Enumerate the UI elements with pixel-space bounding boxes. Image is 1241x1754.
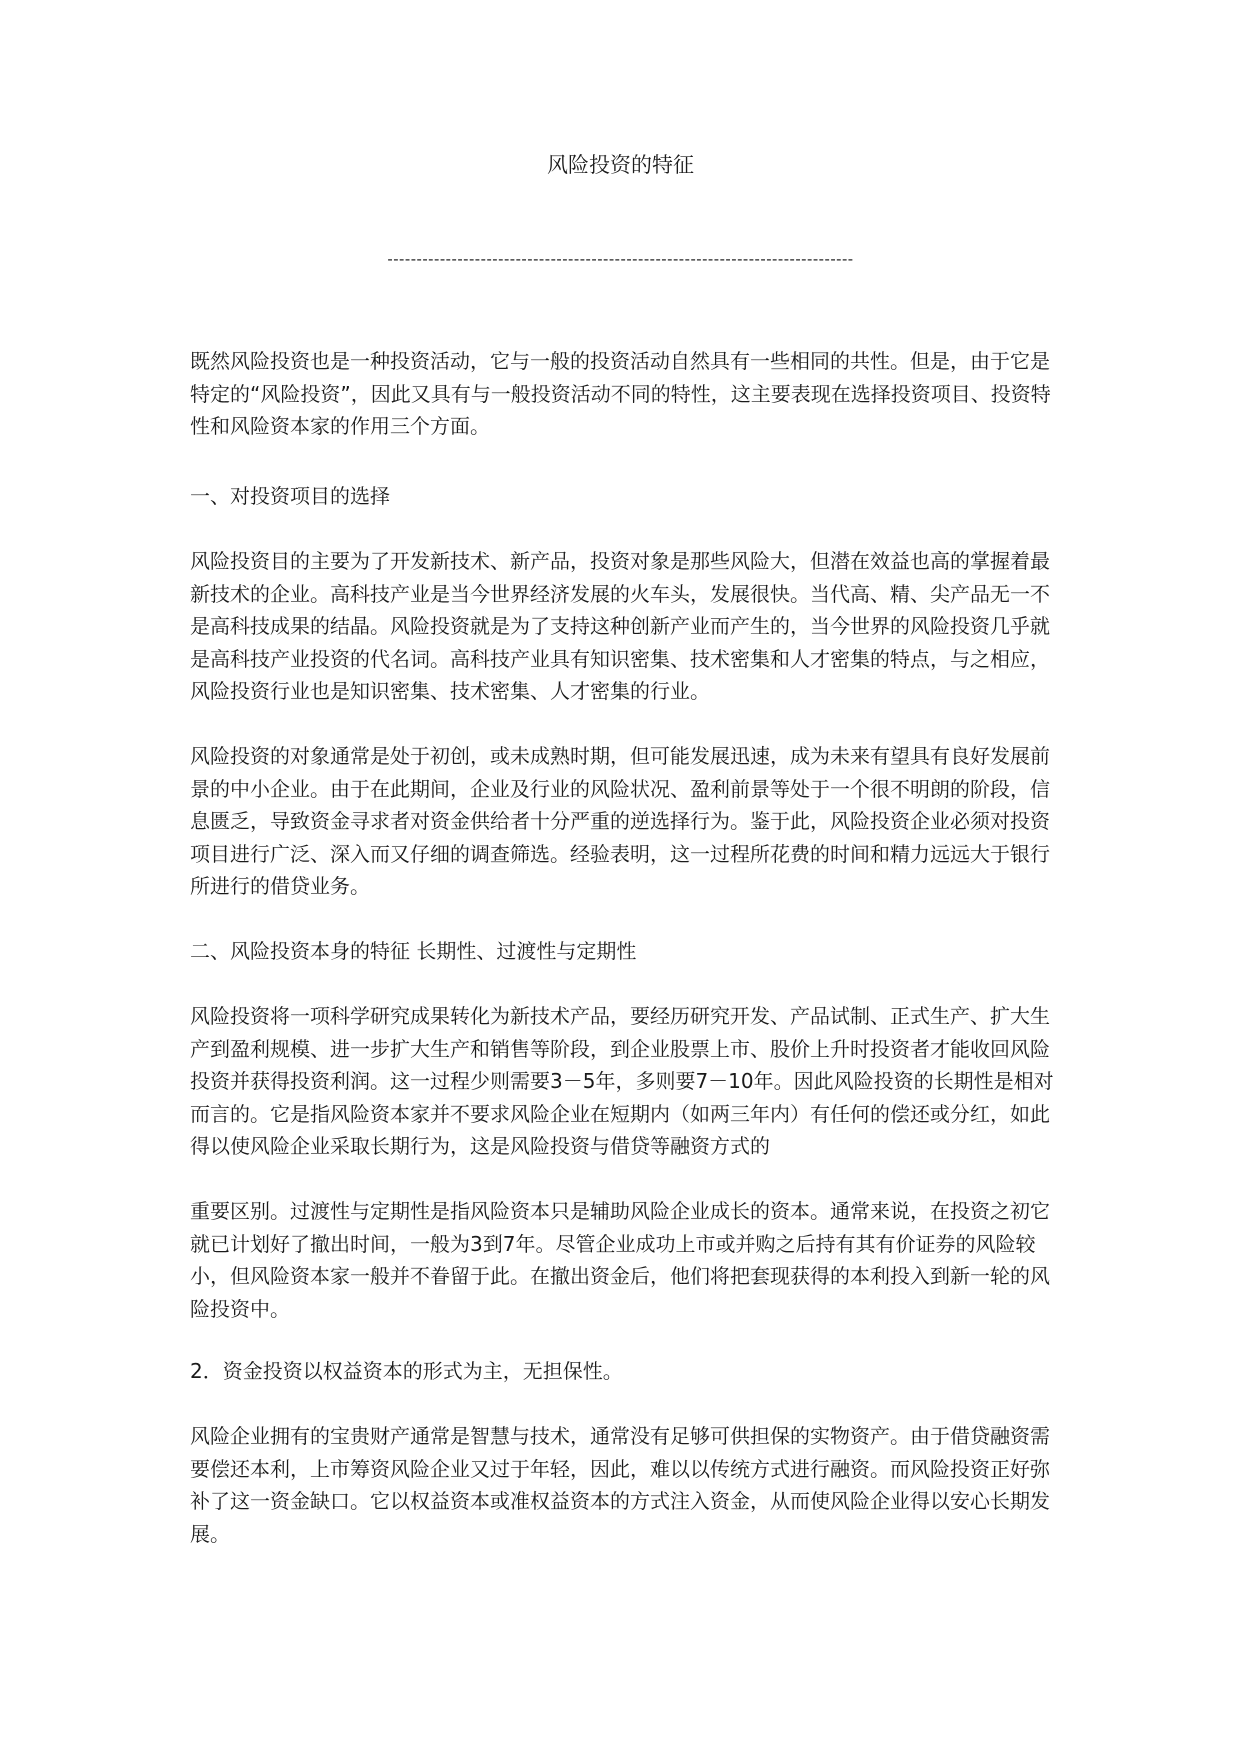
section-2-paragraph-2: 重要区别。过渡性与定期性是指风险资本只是辅助风险企业成长的资本。通常来说，在投资之初它就已计划好了撤出时间，一般为3到7年。尽管企业成功上市或并购之后持有其有价证券的风险较小，但风险资本家一般并不眷留于此。在撤出资金后，他们将把套现获得的本利投入到新一轮的风险投资中。 [190, 1199, 1050, 1321]
point-2-paragraph: 风险企业拥有的宝贵财产通常是智慧与技术，通常没有足够可供担保的实物资产。由于借贷融资需要偿还本利，上市筹资风险企业又过于年轻，因此，难以以传统方式进行融资。而风险投资正好弥补了这一资金缺口。它以权益资本或准权益资本的方式注入资金，从而使风险企业得以安心长期发展。 [190, 1424, 1050, 1546]
document-title: 风险投资的特征 [547, 153, 694, 177]
intro-paragraph: 既然风险投资也是一种投资活动，它与一般的投资活动自然具有一些相同的共性。但是，由于它是特定的“风险投资”，因此又具有与一般投资活动不同的特性，这主要表现在选择投资项目、投资特性和风险资本家的作用三个方面。 [190, 349, 1051, 438]
section-1-paragraph-1: 风险投资目的主要为了开发新技术、新产品，投资对象是那些风险大，但潜在效益也高的掌握着最新技术的企业。高科技产业是当今世界经济发展的火车头，发展很快。当代高、精、尖产品无一不是高科技成果的结晶。风险投资就是为了支持这种创新产业而产生的，当今世界的风险投资几乎就是高科技产业投资的代名词。高科技产业具有知识密集、技术密集和人才密集的特点，与之相应，风险投资行业也是知识密集、技术密集、人才密集的行业。 [190, 549, 1050, 703]
section-1-paragraph-2: 风险投资的对象通常是处于初创，或未成熟时期，但可能发展迅速，成为未来有望具有良好发展前景的中小企业。由于在此期间，企业及行业的风险状况、盈利前景等处于一个很不明朗的阶段，信息匮乏，导致资金寻求者对资金供给者十分严重的逆选择行为。鉴于此，风险投资企业必须对投资项目进行广泛、深入而又仔细的调查筛选。经验表明，这一过程所花费的时间和精力远远大于银行所进行的借贷业务。 [190, 744, 1050, 898]
point-2-heading: 2．资金投资以权益资本的形式为主，无担保性。 [190, 1359, 623, 1383]
section-2-heading: 二、风险投资本身的特征 长期性、过渡性与定期性 [190, 939, 637, 963]
separator-line: -------------------------------------------------------------------------------- [387, 251, 854, 268]
section-1-heading: 一、对投资项目的选择 [190, 484, 390, 508]
section-2-paragraph-1: 风险投资将一项科学研究成果转化为新技术产品，要经历研究开发、产品试制、正式生产、扩大生产到盈利规模、进一步扩大生产和销售等阶段，到企业股票上市、股价上升时投资者才能收回风险投资并获得投资利润。这一过程少则需要3－5年，多则要7－10年。因此风险投资的长期性是相对而言的。它是指风险资本家并不要求风险企业在短期内（如两三年内）有任何的偿还或分红，如此得以使风险企业采取长期行为，这是风险投资与借贷等融资方式的 [190, 1004, 1054, 1158]
